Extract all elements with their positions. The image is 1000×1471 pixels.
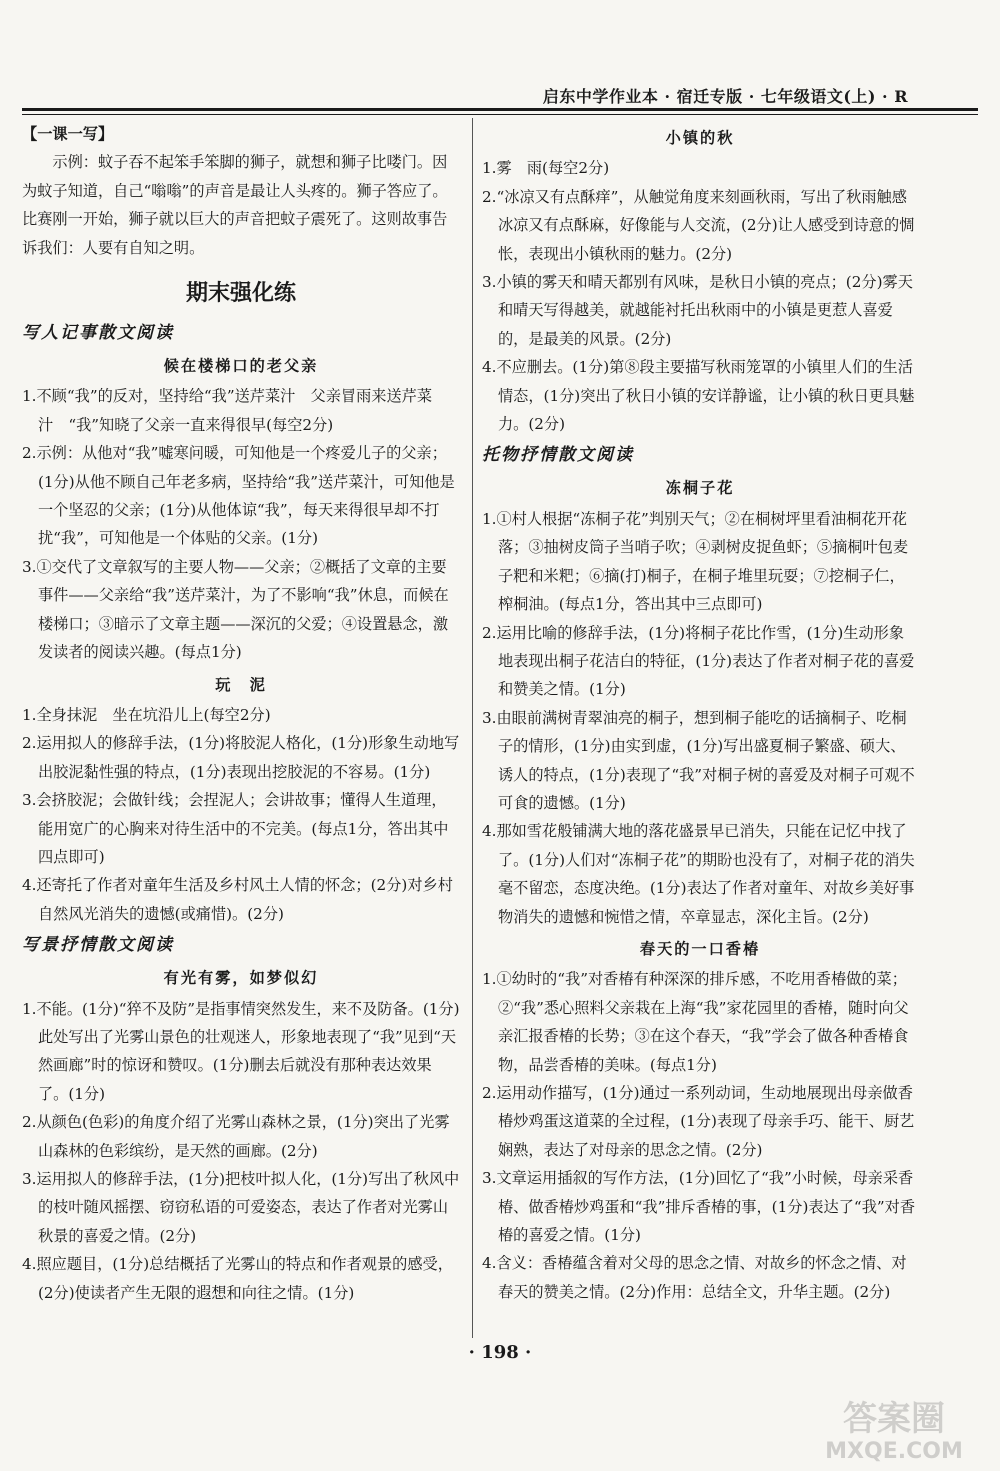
column-divider bbox=[472, 118, 473, 1338]
answer-item: 3.由眼前满树青翠油亮的桐子，想到桐子能吃的话摘桐子、吃桐子的情形，(1分)由实到虚，(1分)写出盛夏桐子繁盛、硕大、诱人的特点，(1分)表现了“我”对桐子树的喜爱及对桐子可观不可食的遗憾。(1分) bbox=[482, 708, 915, 812]
answer-item: 4.不应删去。(1分)第⑧段主要描写秋雨笼罩的小镇里人们的生活情态，(1分)突出了秋日小镇的安详静谧，让小镇的秋日更具魅力。(2分) bbox=[482, 358, 915, 434]
left-column bbox=[22, 120, 460, 1307]
header-rule bbox=[22, 108, 978, 111]
intro-heading: 【一课一写】 bbox=[22, 125, 114, 143]
article-title: 小镇的秋 bbox=[665, 129, 735, 147]
right-column bbox=[482, 120, 918, 1306]
answer-item: 3.会挤胶泥；会做针线；会捏泥人；会讲故事；懂得人生道理，能用宽广的心胸来对待生活中的不完美。(每点1分，答出其中四点即可) bbox=[22, 791, 449, 866]
answer-item: 2.“冰凉又有点酥痒”，从触觉角度来刻画秋雨，写出了秋雨触感冰凉又有点酥麻，好像能与人交流，(2分)让人感受到诗意的惆怅，表现出小镇秋雨的魅力。(2分) bbox=[482, 187, 915, 263]
watermark-logo bbox=[806, 1392, 982, 1464]
answer-item: 4.还寄托了作者对童年生活及乡村风土人情的怀念；(2分)对乡村自然风光消失的遗憾(或痛惜)。(2分) bbox=[22, 876, 453, 923]
article-title: 有光有雾，如梦似幻 bbox=[163, 969, 319, 988]
answer-item: 1.不能。(1分)“猝不及防”是指事情突然发生，来不及防备。(1分)此处写出了光雾山景色的壮观迷人，形象地表现了“我”见到“天然画廊”时的惊讶和赞叹。(1分)删去后就没有那种表达效果了。(1分) bbox=[22, 999, 460, 1103]
answer-item: 2.运用拟人的修辞手法，(1分)将胶泥人格化，(1分)形象生动地写出胶泥黏性强的特点，(1分)表现出挖胶泥的不容易。(1分) bbox=[22, 734, 460, 781]
intro-text: 示例：蚊子吞不起笨手笨脚的狮子，就想和狮子比喽门。因为蚊子知道，自己“嗡嗡”的声音是最让人头疼的。狮子答应了。比赛刚一开始，狮子就以巨大的声音把蚊子震死了。这则故事告诉我们：人要有自知之明。 bbox=[22, 153, 448, 257]
watermark-line1: 答案圈 bbox=[843, 1399, 945, 1439]
answer-item: 3.文章运用插叙的写作方法，(1分)回忆了“我”小时候，母亲采香椿、做香椿炒鸡蛋和“我”排斥香椿的事，(1分)表达了“我”对香椿的喜爱之情。(1分) bbox=[482, 1169, 916, 1245]
watermark-line2: MXQE.COM bbox=[825, 1439, 963, 1464]
section-heading: 托物抒情散文阅读 bbox=[482, 445, 634, 466]
answer-item: 1.全身抹泥 坐在坑沿儿上(每空2分) bbox=[22, 705, 271, 724]
article-title: 春天的一口香椿 bbox=[639, 939, 761, 958]
answer-item: 3.运用拟人的修辞手法，(1分)把枝叶拟人化，(1分)写出了秋风中的枝叶随风摇摆、窃窃私语的可爱姿态，表达了作者对光雾山秋景的喜爱之情。(2分) bbox=[22, 1170, 460, 1245]
answer-item: 1.①幼时的“我”对香椿有种深深的排斥感，不吃用香椿做的菜；②“我”悉心照料父亲栽在上海“我”家花园里的香椿，随时向父亲汇报香椿的长势；③在这个春天，“我”学会了做各种香椿食物，品尝香椿的美味。(每点1分) bbox=[482, 970, 909, 1074]
answer-item: 2.运用比喻的修辞手法，(1分)将桐子花比作雪，(1分)生动形象地表现出桐子花洁白的特征，(1分)表达了作者对桐子花的喜爱和赞美之情。(1分) bbox=[482, 623, 915, 699]
section-heading: 写人记事散文阅读 bbox=[22, 323, 174, 344]
article-title: 玩 泥 bbox=[215, 675, 267, 694]
answer-item: 1.雾 雨(每空2分) bbox=[482, 159, 610, 178]
page-number: · 198 · bbox=[468, 1342, 532, 1363]
answer-item: 4.照应题目，(1分)总结概括了光雾山的特点和作者观景的感受，(2分)使读者产生无限的遐想和向往之情。(1分) bbox=[22, 1255, 453, 1302]
answer-item: 3.小镇的雾天和晴天都别有风味，是秋日小镇的亮点；(2分)雾天和晴天写得越美，就越能衬托出秋雨中的小镇是更惹人喜爱的，是最美的风景。(2分) bbox=[482, 273, 913, 348]
answer-item: 1.不顾“我”的反对，坚持给“我”送芹菜汁 父亲冒雨来送芹菜汁 “我”知晓了父亲一直来得很早(每空2分) bbox=[22, 387, 433, 434]
running-header: 启东中学作业本 · 宿迁专版 · 七年级语文(上) · R bbox=[542, 87, 908, 106]
answer-item: 4.含义：香椿蕴含着对父母的思念之情、对故乡的怀念之情、对春天的赞美之情。(2分)作用：总结全文，升华主题。(2分) bbox=[482, 1254, 907, 1301]
answer-item: 2.运用动作描写，(1分)通过一系列动词，生动地展现出母亲做香椿炒鸡蛋这道菜的全过程，(1分)表现了母亲手巧、能干、厨艺娴熟，表达了对母亲的思念之情。(2分) bbox=[482, 1084, 915, 1159]
answer-item: 2.示例：从他对“我”嘘寒问暖，可知他是一个疼爱儿子的父亲；(1分)从他不顾自己年老多病，坚持给“我”送芹菜汁，可知他是一个坚忍的父亲；(1分)从他体谅“我”，每天来得很早却不打扰“我”，可知他是一个体贴的父亲。(1分) bbox=[22, 444, 455, 548]
main-title: 期末强化练 bbox=[185, 280, 296, 307]
article-title: 冻桐子花 bbox=[665, 479, 735, 498]
answer-item: 3.①交代了文章叙写的主要人物——父亲；②概括了文章的主要事件——父亲给“我”送芹菜汁，为了不影响“我”休息，而候在楼梯口；③暗示了文章主题——深沉的父爱；④设置悬念，激发读者的阅读兴趣。(每点1分) bbox=[22, 557, 449, 662]
header-rule-thin bbox=[22, 114, 978, 115]
answer-item: 2.从颜色(色彩)的角度介绍了光雾山森林之景，(1分)突出了光雾山森林的色彩缤纷，是天然的画廊。(2分) bbox=[22, 1113, 450, 1160]
article-title: 候在楼梯口的老父亲 bbox=[163, 357, 319, 376]
section-heading: 写景抒情散文阅读 bbox=[22, 935, 174, 956]
answer-item: 4.那如雪花般铺满大地的落花盛景早已消失，只能在记忆中找了了。(1分)人们对“冻桐子花”的期盼也没有了，对桐子花的消失毫不留恋，态度决绝。(1分)表达了作者对童年、对故乡美好事物消失的遗憾和惋惜之情，卒章显志，深化主旨。(2分) bbox=[482, 822, 915, 926]
answer-item: 1.①村人根据“冻桐子花”判别天气；②在桐树坪里看油桐花开花落；③抽树皮筒子当哨子吹；④剥树皮捉鱼虾；⑤摘桐叶包麦子粑和米粑；⑥摘(打)桐子，在桐子堆里玩耍；⑦挖桐子仁，榨桐油。(每点1分，答出其中三点即可) bbox=[482, 509, 909, 614]
